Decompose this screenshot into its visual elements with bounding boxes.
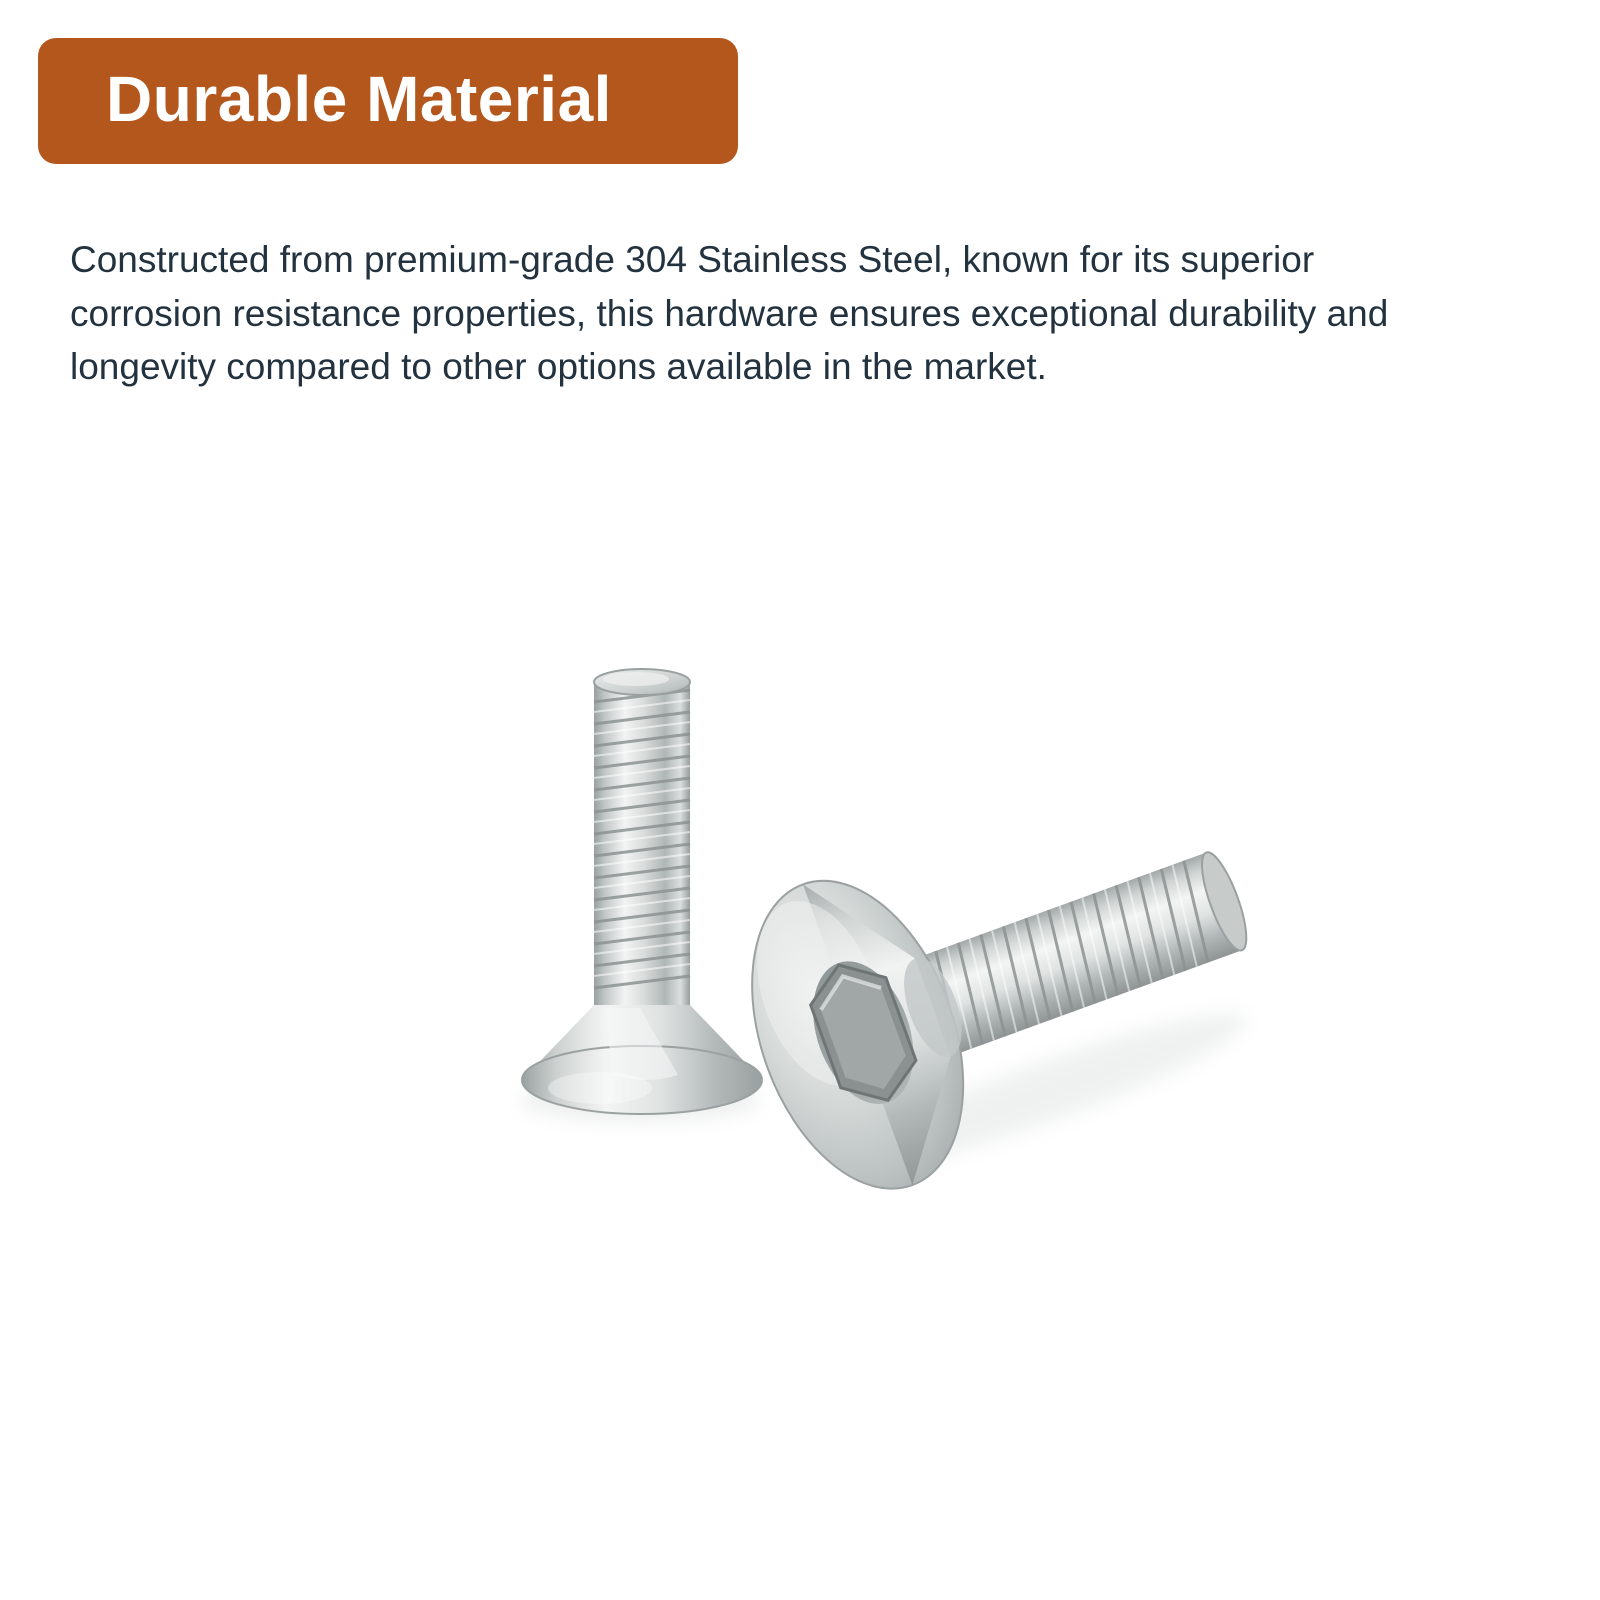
badge-label: Durable Material	[106, 63, 612, 135]
screws-illustration	[0, 420, 1600, 1600]
product-description: Constructed from premium-grade 304 Stainless Steel, known for its superior corrosion resistance properties, this hardware ensures exceptional durability and longevity compared to other options available in the market.	[70, 239, 1389, 388]
screw-angled	[713, 746, 1292, 1218]
screw-vertical	[520, 669, 762, 1122]
product-image	[0, 420, 1600, 1600]
durable-material-badge	[38, 38, 738, 164]
